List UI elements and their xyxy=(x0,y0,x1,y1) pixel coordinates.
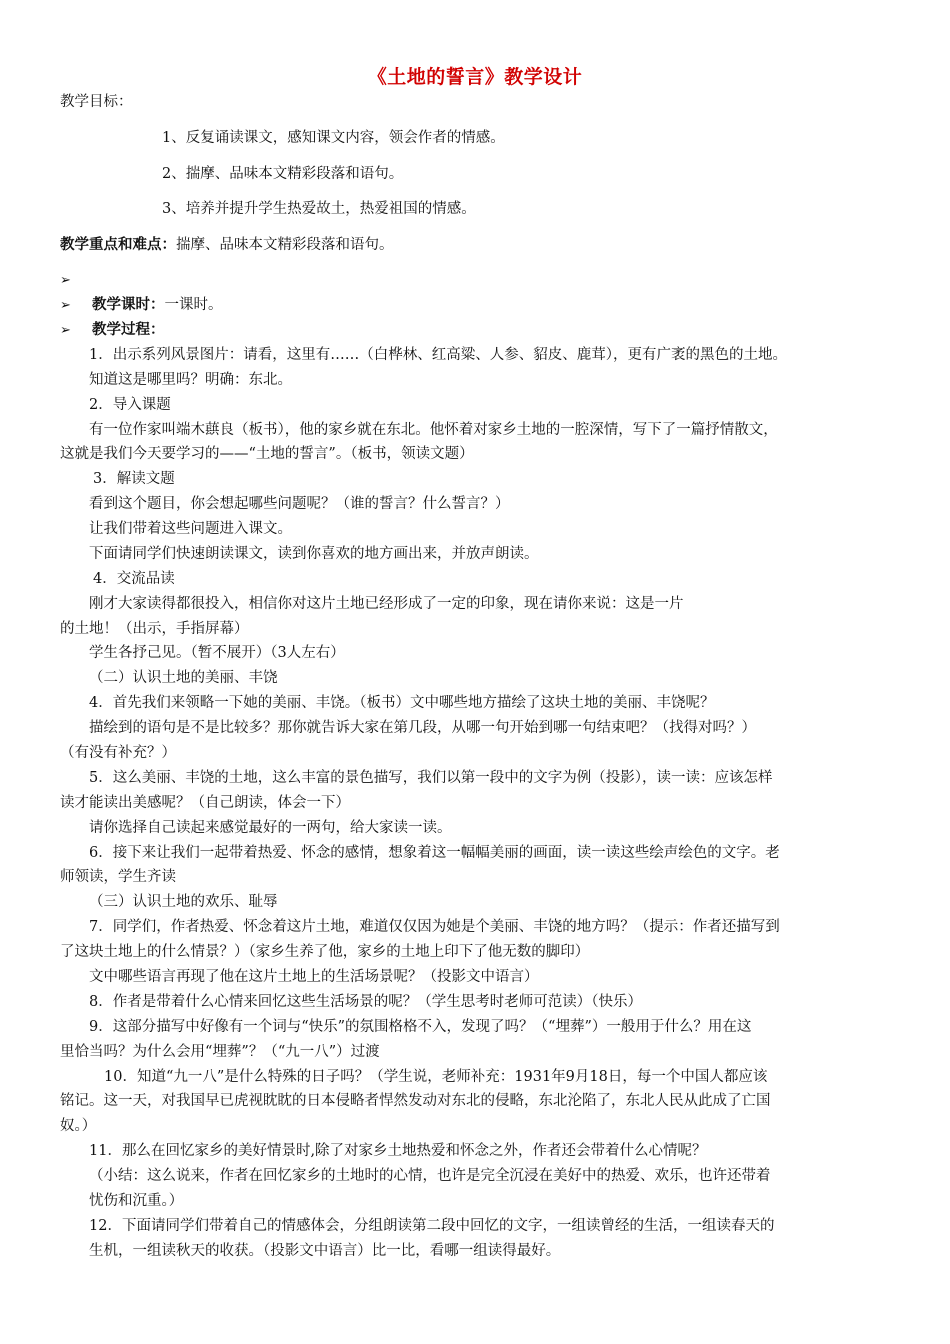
body-line: 9．这部分描写中好像有一个词与“快乐”的氛围格格不入，发现了吗？（“埋葬”）一般用于什么？用在这 xyxy=(89,1019,752,1035)
body-line: 文中哪些语言再现了他在这片土地上的生活场景呢？（投影文中语言） xyxy=(89,969,539,985)
body-line: 8．作者是带着什么心情来回忆这些生活场景的呢？（学生思考时老师可范读）（快乐） xyxy=(89,994,642,1010)
key-points-label: 教学重点和难点： xyxy=(60,236,176,253)
body-line: 4．首先我们来领略一下她的美丽、丰饶。（板书）文中哪些地方描绘了这块土地的美丽、丰饶呢？ xyxy=(89,695,715,711)
body-line: 知道这是哪里吗？明确：东北。 xyxy=(89,372,292,388)
body-line: 让我们带着这些问题进入课文。 xyxy=(89,521,292,537)
body-line: 5．这么美丽、丰饶的土地，这么丰富的景色描写，我们以第一段中的文字为例（投影），读一读：应该怎样 xyxy=(89,770,773,786)
body-line: 忧伤和沉重。） xyxy=(89,1193,184,1209)
body-line: 师领读，学生齐读 xyxy=(60,869,176,885)
body-line: 3．解读文题 xyxy=(93,471,175,487)
objective-item: 2、揣摩、品味本文精彩段落和语句。 xyxy=(162,166,404,182)
class-hours-label: 教学课时： xyxy=(92,296,165,313)
body-line: 生机，一组读秋天的收获。（投影文中语言）比一比，看哪一组读得最好。 xyxy=(89,1243,561,1259)
body-line: 学生各抒己见。（暂不展开）（3人左右） xyxy=(89,645,345,661)
empty-bullet-line xyxy=(60,270,92,291)
bullet-arrow-icon: ➢ xyxy=(60,323,71,338)
process-label: 教学过程： xyxy=(92,321,165,338)
body-line: 10．知道“九一八”是什么特殊的日子吗？（学生说，老师补充：1931年9月18日，每一个中国人都应该 xyxy=(104,1069,768,1085)
key-points-text: 揣摩、品味本文精彩段落和语句。 xyxy=(176,237,394,253)
body-line: 铭记。这一天，对我国早已虎视眈眈的日本侵略者悍然发动对东北的侵略，东北沦陷了，东北人民从此成了亡国 xyxy=(60,1093,771,1109)
process-heading xyxy=(60,320,165,341)
body-line: 2．导入课题 xyxy=(89,397,171,413)
bullet-arrow-icon: ➢ xyxy=(60,273,71,288)
body-line: 了这块土地上的什么情景？）（家乡生养了他，家乡的土地上印下了他无数的脚印） xyxy=(60,944,590,960)
class-hours-text: 一课时。 xyxy=(164,297,223,313)
objective-item: 1、反复诵读课文，感知课文内容，领会作者的情感。 xyxy=(162,130,505,146)
class-hours xyxy=(60,295,223,316)
section-heading: （二）认识土地的美丽、丰饶 xyxy=(89,670,278,686)
body-line: 有一位作家叫端木蕻良（板书），他的家乡就在东北。他怀着对家乡土地的一腔深情，写下了一篇抒情散文， xyxy=(89,422,778,438)
body-line: 描绘到的语句是不是比较多？那你就告诉大家在第几段，从哪一句开始到哪一句结束吧？（找得对吗？） xyxy=(89,720,756,736)
body-line: 11．那么在回忆家乡的美好情景时,除了对家乡土地热爱和怀念之外，作者还会带着什么心情呢？ xyxy=(89,1143,707,1159)
body-line: 刚才大家读得都很投入，相信你对这片土地已经形成了一定的印象，现在请你来说：这是一片 xyxy=(89,596,684,612)
body-line: 里恰当吗？为什么会用“埋葬”？（“九一八”）过渡 xyxy=(60,1044,380,1060)
body-line: 请你选择自己读起来感觉最好的一两句，给大家读一读。 xyxy=(89,820,452,836)
body-line: 1．出示系列风景图片：请看，这里有……（白桦林、红高粱、人参、貂皮、鹿茸），更有广袤的黑色的土地。 xyxy=(89,347,787,363)
objectives-heading: 教学目标： xyxy=(60,94,133,110)
objective-item: 3、培养并提升学生热爱故土，热爱祖国的情感。 xyxy=(162,201,476,217)
body-line: 读才能读出美感呢？（自己朗读，体会一下） xyxy=(60,795,350,811)
body-line: 7．同学们，作者热爱、怀念着这片土地，难道仅仅因为她是个美丽、丰饶的地方吗？（提示：作者还描写到 xyxy=(89,919,780,935)
body-line: 的土地！（出示，手指屏幕） xyxy=(60,621,249,637)
bullet-arrow-icon: ➢ xyxy=(60,298,71,313)
body-line: 下面请同学们快速朗读课文，读到你喜欢的地方画出来，并放声朗读。 xyxy=(89,546,539,562)
body-line: 奴。） xyxy=(60,1118,97,1134)
body-line: 4．交流品读 xyxy=(93,571,175,587)
body-line: 这就是我们今天要学习的——“土地的誓言”。（板书，领读文题） xyxy=(60,446,474,462)
document-title: 《土地的誓言》教学设计 xyxy=(367,66,583,88)
body-line: （有没有补充？） xyxy=(60,745,176,761)
body-line: （小结：这么说来，作者在回忆家乡的土地时的心情，也许是完全沉浸在美好中的热爱、欢乐，也许还带着 xyxy=(89,1168,771,1184)
section-heading: （三）认识土地的欢乐、耻辱 xyxy=(89,894,278,910)
key-points xyxy=(60,235,394,255)
body-line: 6．接下来让我们一起带着热爱、怀念的感情，想象着这一幅幅美丽的画面，读一读这些绘声绘色的文字。老 xyxy=(89,845,780,861)
body-line: 看到这个题目，你会想起哪些问题呢？（谁的誓言？什么誓言？） xyxy=(89,496,510,512)
body-line: 12．下面请同学们带着自己的情感体会，分组朗读第二段中回忆的文字，一组读曾经的生活，一组读春天的 xyxy=(89,1218,775,1234)
